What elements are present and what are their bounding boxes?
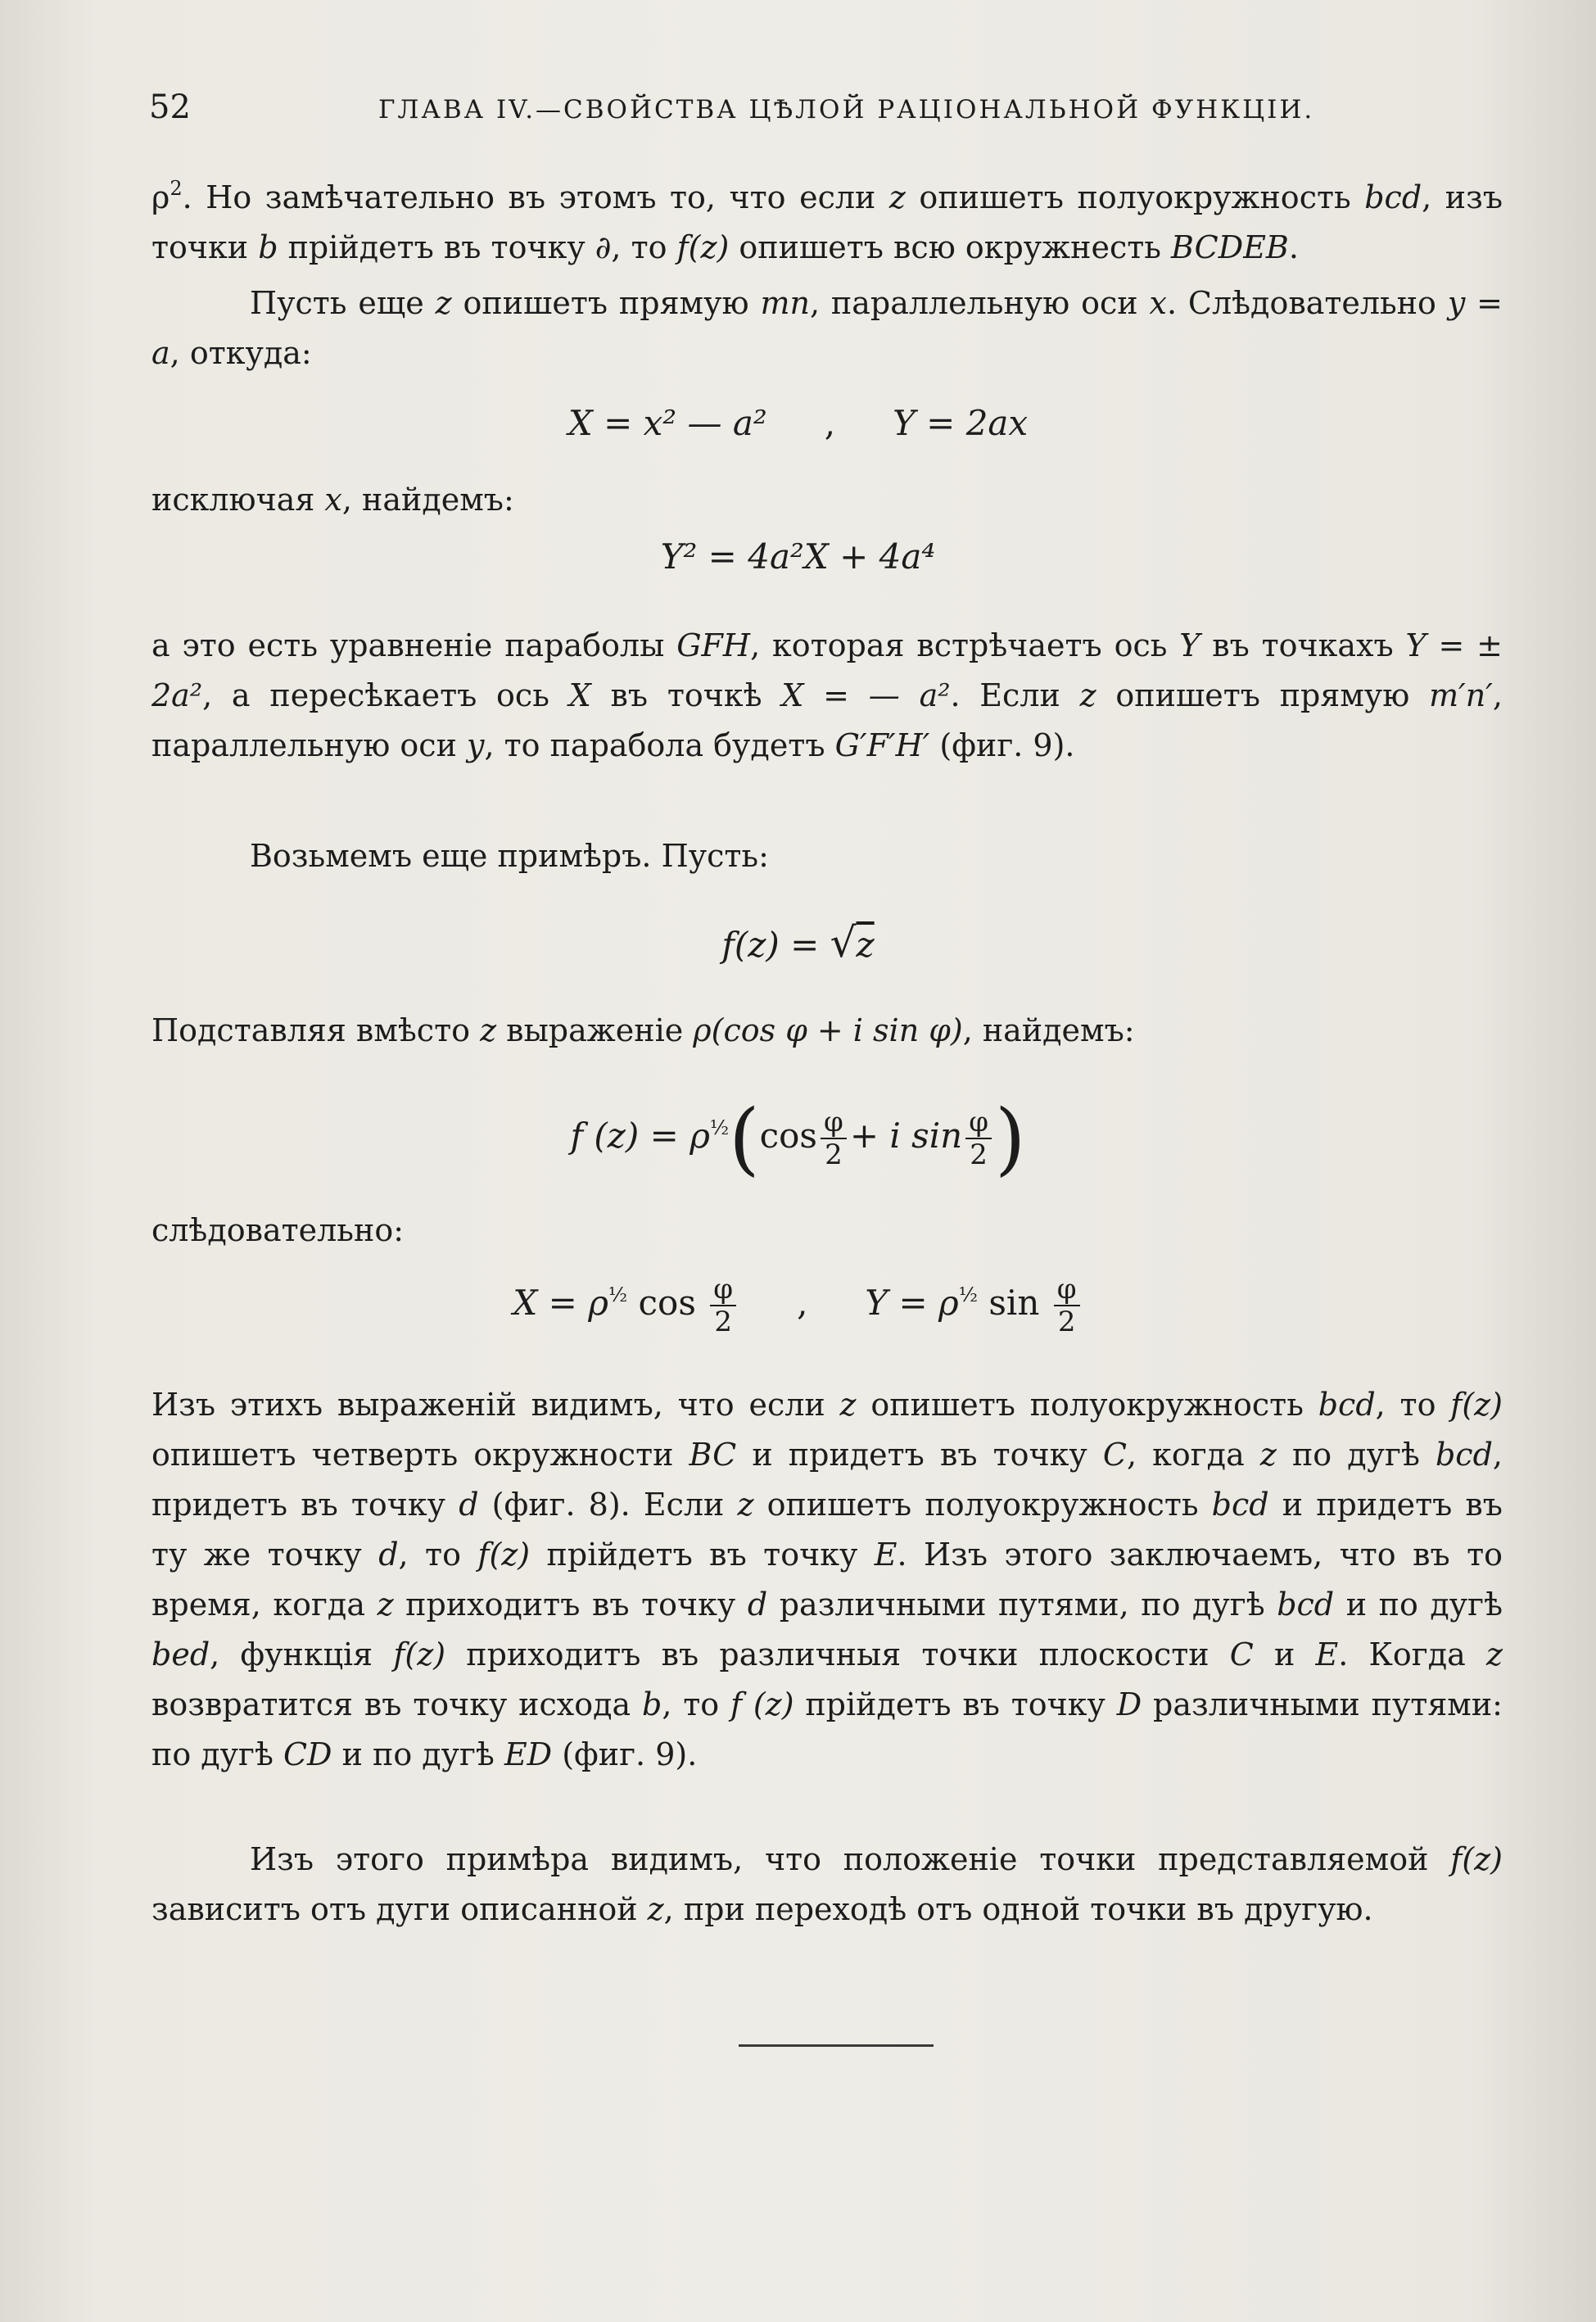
paragraph-9: Изъ этого примѣра видимъ, что положеніе точки представляемой f(z) зависитъ отъ дуги описанной z, при переходѣ отъ одной точки въ другую.: [151, 1841, 1503, 1927]
paragraph-5: Возьмемъ еще примѣръ. Пусть:: [250, 838, 769, 874]
paragraph-7: слѣдовательно:: [151, 1212, 405, 1248]
paragraph-3: исключая x, найдемъ:: [151, 482, 514, 518]
running-header: ГЛАВА IV.—СВОЙСТВА ЦѢЛОЙ РАЦІОНАЛЬНОЙ ФУНКЦІИ.: [378, 95, 1315, 124]
paragraph-4: а это есть уравненіе параболы GFH, которая встрѣчаетъ ось Y въ точкахъ Y = ± 2a², а пересѣкаетъ ось X въ точкѣ X = — a². Если z опишетъ прямую m′n′, параллельную оси y, то парабола будетъ G′F′H′ (фиг. 9).: [151, 627, 1503, 763]
equation-3: f(z) = √z: [721, 919, 875, 966]
equation-2: Y² = 4a²X + 4a⁴: [660, 536, 936, 577]
paragraph-8: Изъ этихъ выраженій видимъ, что если z опишетъ полуокружность bcd, то f(z) опишетъ четверть окружности BC и придетъ въ точку C, когда z по дугѣ bcd, придетъ въ точку d (фиг. 8). Если z опишетъ полуокружность bcd и придетъ въ ту же точку d, то f(z) прійдетъ въ точку E. Изъ этого заключаемъ, что въ то время, когда z приходитъ въ точку d различными путями, по дугѣ bcd и по дугѣ bed, функція f(z) приходитъ въ различныя точки плоскости C и E. Когда z возвратится въ точку исхода b, то f (z) прійдетъ въ точку D различными путями: по дугѣ CD и по дугѣ ED (фиг. 9).: [151, 1387, 1503, 1772]
equation-5: $X = \rho^{\frac{1}{2}}$ cos $\frac{\varphi}{2}$ , $Y = \rho^{\frac{1}{2}}$ sin $\frac{\varphi}{2}$: [0, 1274, 1596, 1338]
page-number: 52: [149, 88, 191, 126]
equation-4: f $(z) = \rho^{\frac{1}{2}}(\cos$ $\frac{\varphi}{2}$ + i sin $\frac{\varphi}{2}$ ): [570, 1093, 1026, 1184]
paragraph-1: $\rho^2$. Но замѣчательно въ этомъ то, что если z опишетъ полуокружность bcd, изъ точки b прійдетъ въ точку ∂, то f(z) опишетъ всю окружнесть BCDEB.: [151, 177, 1503, 265]
paragraph-6: Подставляя вмѣсто z выраженіе ρ(cos φ + i sin φ), найдемъ:: [151, 1012, 1135, 1048]
paragraph-2: Пусть еще z опишетъ прямую mn, параллельную оси x. Слѣдовательно y = a, откуда:: [151, 285, 1503, 371]
equation-1: X = x² — a² , Y = 2ax: [567, 403, 1029, 443]
end-rule: [739, 2044, 934, 2047]
